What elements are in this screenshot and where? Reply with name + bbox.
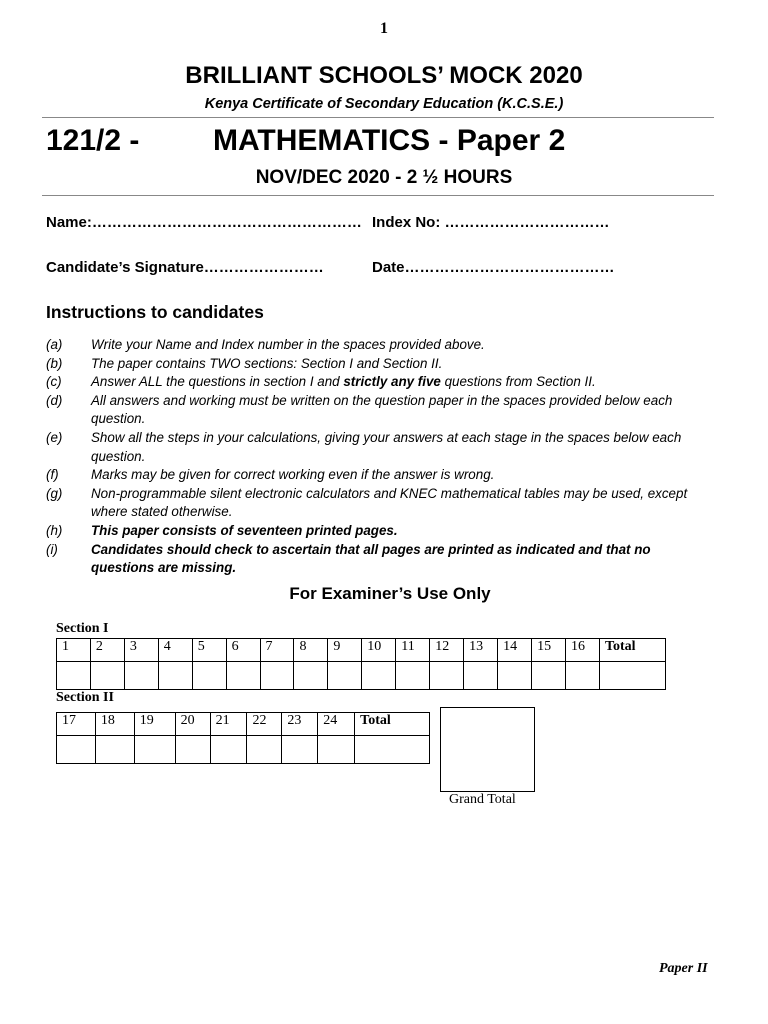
instruction-item bbox=[46, 429, 716, 466]
name-field[interactable]: Name:……………………………………………… bbox=[46, 214, 362, 231]
instruction-text: Show all the steps in your calculations, giving your answers at each stage in the spaces below each question. bbox=[91, 429, 682, 464]
question-number-cell: 23 bbox=[282, 713, 318, 736]
section-1-label: Section I bbox=[56, 621, 109, 636]
total-column-header: Total bbox=[599, 639, 665, 662]
paper-code: 121/2 - bbox=[46, 124, 140, 157]
score-cell[interactable] bbox=[532, 662, 566, 690]
instruction-item bbox=[46, 485, 716, 522]
score-cell[interactable] bbox=[95, 736, 134, 764]
examiner-heading: For Examiner’s Use Only bbox=[289, 584, 491, 603]
paper-title: MATHEMATICS - Paper 2 bbox=[213, 124, 566, 157]
section-1-header-row bbox=[57, 639, 666, 662]
score-cell[interactable] bbox=[260, 662, 294, 690]
question-number-cell: 13 bbox=[464, 639, 498, 662]
total-column-header: Total bbox=[355, 713, 430, 736]
question-number-cell: 5 bbox=[192, 639, 226, 662]
section-1-marks-table bbox=[56, 638, 666, 690]
score-cell[interactable] bbox=[318, 736, 355, 764]
total-score-cell[interactable] bbox=[599, 662, 665, 690]
instruction-emphasis: strictly any five bbox=[343, 374, 441, 390]
instruction-item bbox=[46, 522, 716, 541]
score-cell[interactable] bbox=[294, 662, 328, 690]
question-number-cell: 18 bbox=[95, 713, 134, 736]
instruction-text: Candidates should check to ascertain that all pages are printed as indicated and that no questions are missing. bbox=[91, 541, 651, 576]
grand-total-box[interactable] bbox=[440, 707, 535, 792]
instruction-letter: (i) bbox=[46, 541, 58, 557]
instruction-letter: (b) bbox=[46, 355, 63, 371]
grand-total-label: Grand Total bbox=[449, 792, 516, 807]
section-2-label: Section II bbox=[56, 690, 114, 705]
question-number-cell: 11 bbox=[396, 639, 430, 662]
question-number-cell: 20 bbox=[175, 713, 210, 736]
question-number-cell: 22 bbox=[247, 713, 282, 736]
score-cell[interactable] bbox=[57, 736, 96, 764]
score-cell[interactable] bbox=[464, 662, 498, 690]
question-number-cell: 19 bbox=[134, 713, 175, 736]
top-divider bbox=[42, 117, 714, 118]
question-number-cell: 8 bbox=[294, 639, 328, 662]
section-2-marks-table bbox=[56, 712, 430, 764]
score-cell[interactable] bbox=[282, 736, 318, 764]
signature-field[interactable]: Candidate’s Signature…………………… bbox=[46, 259, 324, 276]
exam-dates: NOV/DEC 2020 - 2 ½ HOURS bbox=[255, 167, 513, 188]
instruction-letter: (e) bbox=[46, 429, 63, 445]
instructions-heading: Instructions to candidates bbox=[46, 302, 264, 322]
question-number-cell: 21 bbox=[210, 713, 247, 736]
instruction-item bbox=[46, 466, 716, 485]
score-cell[interactable] bbox=[124, 662, 158, 690]
score-cell[interactable] bbox=[247, 736, 282, 764]
score-cell[interactable] bbox=[134, 736, 175, 764]
section-2-header-row bbox=[57, 713, 430, 736]
instruction-text: Non-programmable silent electronic calculators and KNEC mathematical tables may be used, except where stated otherwise. bbox=[91, 485, 688, 520]
instruction-text: Write your Name and Index number in the spaces provided above. bbox=[91, 337, 485, 352]
instruction-text: The paper contains TWO sections: Section I and Section II. bbox=[91, 355, 443, 371]
question-number-cell: 12 bbox=[430, 639, 464, 662]
instruction-letter: (h) bbox=[46, 522, 63, 538]
question-number-cell: 1 bbox=[57, 639, 91, 662]
instruction-item bbox=[46, 541, 716, 578]
instruction-text: Marks may be given for correct working even if the answer is wrong. bbox=[91, 467, 495, 483]
score-cell[interactable] bbox=[430, 662, 464, 690]
score-cell[interactable] bbox=[362, 662, 396, 690]
section-1-score-row bbox=[57, 662, 666, 690]
question-number-cell: 16 bbox=[566, 639, 600, 662]
page-number: 1 bbox=[380, 20, 388, 37]
instruction-letter: (c) bbox=[46, 374, 62, 390]
score-cell[interactable] bbox=[328, 662, 362, 690]
exam-subtitle: Kenya Certificate of Secondary Education (K.C.S.E.) bbox=[204, 96, 564, 112]
instruction-text bbox=[91, 373, 716, 392]
question-number-cell: 15 bbox=[532, 639, 566, 662]
header-divider bbox=[42, 195, 714, 196]
date-field[interactable]: Date…………………………………… bbox=[372, 259, 615, 276]
question-number-cell: 7 bbox=[260, 639, 294, 662]
instruction-item bbox=[46, 355, 716, 374]
instruction-text: This paper consists of seventeen printed pages. bbox=[91, 522, 398, 538]
question-number-cell: 9 bbox=[328, 639, 362, 662]
score-cell[interactable] bbox=[498, 662, 532, 690]
question-number-cell: 3 bbox=[124, 639, 158, 662]
instructions-list bbox=[46, 336, 716, 578]
question-number-cell: 2 bbox=[90, 639, 124, 662]
score-cell[interactable] bbox=[175, 736, 210, 764]
score-cell[interactable] bbox=[90, 662, 124, 690]
instruction-text-part: Answer ALL the questions in section I and bbox=[91, 374, 344, 390]
school-title: BRILLIANT SCHOOLS’ MOCK 2020 bbox=[185, 62, 583, 89]
footer-paper-label: Paper II bbox=[659, 961, 708, 976]
question-number-cell: 6 bbox=[226, 639, 260, 662]
instruction-item bbox=[46, 336, 716, 355]
instruction-letter: (d) bbox=[46, 392, 63, 408]
score-cell[interactable] bbox=[158, 662, 192, 690]
instruction-item bbox=[46, 373, 716, 392]
score-cell[interactable] bbox=[396, 662, 430, 690]
score-cell[interactable] bbox=[566, 662, 600, 690]
score-cell[interactable] bbox=[226, 662, 260, 690]
question-number-cell: 17 bbox=[57, 713, 96, 736]
total-score-cell[interactable] bbox=[355, 736, 430, 764]
question-number-cell: 10 bbox=[362, 639, 396, 662]
question-number-cell: 24 bbox=[318, 713, 355, 736]
index-field[interactable]: Index No: …………………………… bbox=[372, 214, 610, 231]
question-number-cell: 14 bbox=[498, 639, 532, 662]
instruction-item bbox=[46, 392, 716, 429]
section-2-score-row bbox=[57, 736, 430, 764]
instruction-text-part: questions from Section II. bbox=[440, 374, 596, 390]
instruction-letter: (a) bbox=[46, 337, 63, 352]
score-cell[interactable] bbox=[210, 736, 247, 764]
score-cell[interactable] bbox=[57, 662, 91, 690]
instruction-letter: (f) bbox=[46, 467, 59, 483]
question-number-cell: 4 bbox=[158, 639, 192, 662]
instruction-letter: (g) bbox=[46, 485, 63, 501]
score-cell[interactable] bbox=[192, 662, 226, 690]
instruction-text: All answers and working must be written on the question paper in the spaces provided below each question. bbox=[91, 392, 673, 427]
